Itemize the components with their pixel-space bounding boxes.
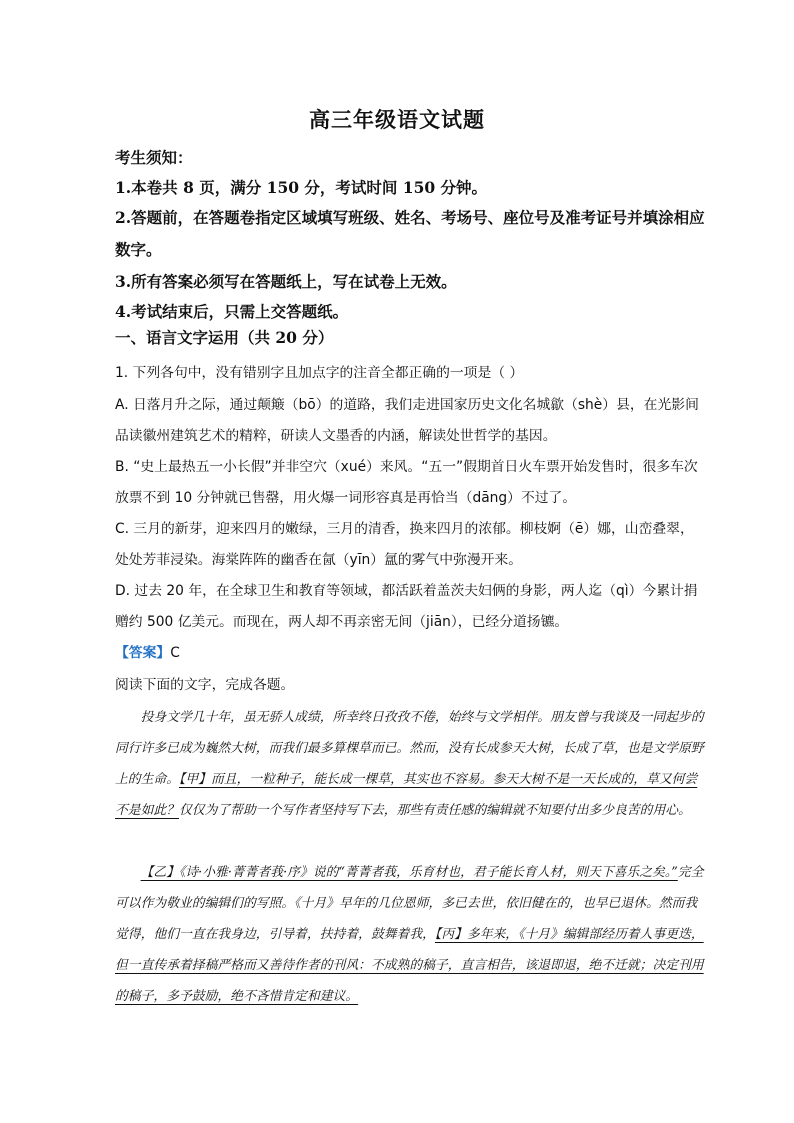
answer-value: C	[170, 645, 180, 661]
passage-underline-yi: 【乙】《诗·小雅·菁菁者莪·序》说的“菁菁者莪，乐育材也，君子能长育人材，则天下喜乐之矣。”	[140, 865, 678, 880]
notice-item-2: 2.答题前，在答题卷指定区域填写班级、姓名、考场号、座位号及准考证号并填涂相应数字。	[115, 208, 705, 259]
notice-heading: 考生须知：	[115, 148, 193, 167]
passage-underline-jia: 【甲】而且，一粒种子，能长成一棵草，其实也不容易。参天大树不是一天长成的，草又何尝不是如此？	[115, 772, 698, 818]
answer-label: 【答案】	[115, 645, 171, 661]
option-a: A. 日落月升之际，通过颠簸（bō）的道路，我们走进国家历史文化名城歙（shè）县，在光影间品读徽州建筑艺术的精粹，研读人文墨香的内涵，解读处世哲学的基因。	[115, 397, 699, 444]
passage-underline-bing: 【丙】多年来，《十月》编辑部经历着人事更迭，但一直传承着择稿严格而又善待作者的刊风：不成熟的稿子，直言相告，该退即退，绝不迁就；决定刊用的稿子，多予鼓励，绝不吝惜肯定和建议。	[115, 927, 704, 1004]
passage-p1-text-1: 投身文学几十年，虽无骄人成绩，所幸终日孜孜不倦，始终与文学相伴。朋友曾与我谈及一同起步的同行许多已成为巍然大树，而我们最多算棵草而已。然而，没有长成参天大树，长成了草，也是文学原野上的生命。	[115, 710, 704, 787]
passage-paragraph-2	[115, 857, 705, 1012]
exam-title: 高三年级语文试题	[309, 107, 485, 132]
notice-item-1: 1.本卷共 8 页，满分 150 分，考试时间 150 分钟。	[115, 178, 488, 197]
question-stem: 1. 下列各句中，没有错别字且加点字的注音全都正确的一项是（ ）	[115, 365, 524, 381]
option-d: D. 过去 20 年，在全球卫生和教育等领域，都活跃着盖茨夫妇俩的身影，两人迄（qì）今累计捐赠约 500 亿美元。而现在，两人却不再亲密无间（jiān），已经分道扬镳。	[115, 583, 698, 630]
notice-item-4: 4.考试结束后，只需上交答题纸。	[115, 302, 349, 321]
option-c: C. 三月的新芽，迎来四月的嫩绿，三月的清香，换来四月的浓郁。柳枝婀（ē）娜，山峦叠翠，处处芳菲浸染。海棠阵阵的幽香在氤（yīn）氲的雾气中弥漫开来。	[115, 521, 694, 568]
passage-paragraph-1	[115, 702, 705, 826]
passage-p1-text-2: 仅仅为了帮助一个写作者坚持写下去，那些有责任感的编辑就不知要付出多少良苦的用心。	[178, 803, 691, 818]
section-heading: 一、语言文字运用（共 20 分）	[115, 328, 334, 347]
answer-line	[115, 638, 705, 669]
option-b: B. “史上最热五一小长假”并非空穴（xué）来风。“五一”假期首日火车票开始发售时，很多车次放票不到 10 分钟就已售罄，用火爆一词形容真是再恰当（dāng）不过了。	[115, 459, 698, 506]
notice-item-3: 3.所有答案必须写在答题纸上，写在试卷上无效。	[115, 272, 457, 291]
reading-prompt: 阅读下面的文字，完成各题。	[115, 677, 295, 693]
passage-p2-text-1: 完全可以作为敬业的编辑们的写照。《十月》早年的几位恩师，多已去世，依旧健在的，也早已退休。然而我觉得，他们一直在我身边，引导着，扶持着，鼓舞着我，	[115, 865, 704, 942]
